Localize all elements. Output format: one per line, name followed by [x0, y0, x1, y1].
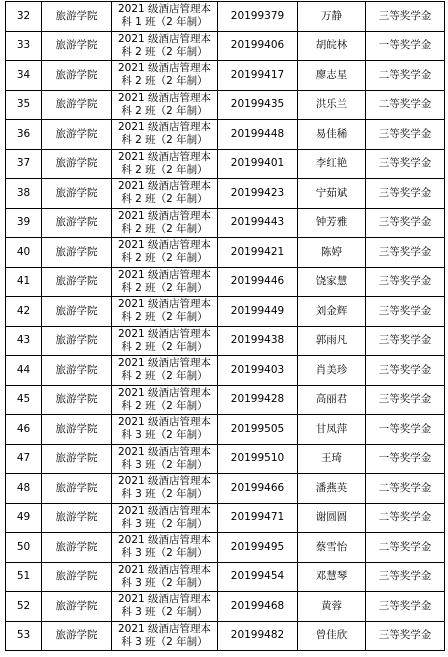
- row-number-cell: 38: [6, 179, 42, 209]
- table-row: [6, 61, 445, 91]
- student-id-cell: 20199466: [218, 474, 298, 504]
- class-cell: 2021 级酒店管理本科 2 班（2 年制）: [112, 31, 218, 61]
- row-number-cell: 49: [6, 503, 42, 533]
- table-row: [6, 179, 445, 209]
- college-cell: 旅游学院: [42, 61, 112, 91]
- award-cell: 三等奖学金: [366, 621, 445, 651]
- row-number-cell: 34: [6, 61, 42, 91]
- student-name-cell: 易佳稀: [298, 120, 366, 150]
- scholarship-table: [5, 1, 445, 651]
- class-cell: 2021 级酒店管理本科 3 班（2 年制）: [112, 444, 218, 474]
- award-cell: 一等奖学金: [366, 444, 445, 474]
- award-cell: 三等奖学金: [366, 149, 445, 179]
- class-cell: 2021 级酒店管理本科 2 班（2 年制）: [112, 90, 218, 120]
- student-name-cell: 曾佳欣: [298, 621, 366, 651]
- student-name-cell: 肖美珍: [298, 356, 366, 386]
- table-row: [6, 503, 445, 533]
- award-cell: 三等奖学金: [366, 297, 445, 327]
- row-number-cell: 46: [6, 415, 42, 445]
- award-cell: 三等奖学金: [366, 562, 445, 592]
- student-name-cell: 饶家慧: [298, 267, 366, 297]
- student-id-cell: 20199482: [218, 621, 298, 651]
- college-cell: 旅游学院: [42, 562, 112, 592]
- college-cell: 旅游学院: [42, 621, 112, 651]
- student-name-cell: 钟芳雅: [298, 208, 366, 238]
- class-cell: 2021 级酒店管理本科 1 班（2 年制）: [112, 2, 218, 32]
- row-number-cell: 35: [6, 90, 42, 120]
- student-id-cell: 20199401: [218, 149, 298, 179]
- class-cell: 2021 级酒店管理本科 2 班（2 年制）: [112, 149, 218, 179]
- class-cell: 2021 级酒店管理本科 2 班（2 年制）: [112, 356, 218, 386]
- class-cell: 2021 级酒店管理本科 2 班（2 年制）: [112, 238, 218, 268]
- row-number-cell: 41: [6, 267, 42, 297]
- table-row: [6, 90, 445, 120]
- student-name-cell: 洪乐兰: [298, 90, 366, 120]
- student-name-cell: 甘凤萍: [298, 415, 366, 445]
- row-number-cell: 33: [6, 31, 42, 61]
- student-name-cell: 廖志星: [298, 61, 366, 91]
- class-cell: 2021 级酒店管理本科 2 班（2 年制）: [112, 385, 218, 415]
- table-row: [6, 267, 445, 297]
- class-cell: 2021 级酒店管理本科 2 班（2 年制）: [112, 61, 218, 91]
- student-id-cell: 20199421: [218, 238, 298, 268]
- award-cell: 三等奖学金: [366, 326, 445, 356]
- table-row: [6, 238, 445, 268]
- row-number-cell: 32: [6, 2, 42, 32]
- award-cell: 三等奖学金: [366, 592, 445, 622]
- class-cell: 2021 级酒店管理本科 3 班（2 年制）: [112, 415, 218, 445]
- table-row: [6, 356, 445, 386]
- student-id-cell: 20199423: [218, 179, 298, 209]
- row-number-cell: 44: [6, 356, 42, 386]
- award-cell: 三等奖学金: [366, 385, 445, 415]
- award-cell: 三等奖学金: [366, 267, 445, 297]
- college-cell: 旅游学院: [42, 238, 112, 268]
- table-body: [6, 2, 445, 651]
- student-name-cell: 郭雨凡: [298, 326, 366, 356]
- college-cell: 旅游学院: [42, 385, 112, 415]
- class-cell: 2021 级酒店管理本科 2 班（2 年制）: [112, 326, 218, 356]
- college-cell: 旅游学院: [42, 208, 112, 238]
- student-name-cell: 黄蓉: [298, 592, 366, 622]
- row-number-cell: 48: [6, 474, 42, 504]
- row-number-cell: 52: [6, 592, 42, 622]
- award-cell: 三等奖学金: [366, 356, 445, 386]
- table-row: [6, 562, 445, 592]
- student-id-cell: 20199505: [218, 415, 298, 445]
- student-id-cell: 20199435: [218, 90, 298, 120]
- class-cell: 2021 级酒店管理本科 3 班（2 年制）: [112, 474, 218, 504]
- table-row: [6, 621, 445, 651]
- student-id-cell: 20199449: [218, 297, 298, 327]
- row-number-cell: 40: [6, 238, 42, 268]
- student-name-cell: 胡皖林: [298, 31, 366, 61]
- college-cell: 旅游学院: [42, 2, 112, 32]
- student-name-cell: 宁茹斌: [298, 179, 366, 209]
- award-cell: 三等奖学金: [366, 238, 445, 268]
- class-cell: 2021 级酒店管理本科 3 班（2 年制）: [112, 533, 218, 563]
- student-id-cell: 20199446: [218, 267, 298, 297]
- student-id-cell: 20199406: [218, 31, 298, 61]
- row-number-cell: 39: [6, 208, 42, 238]
- award-cell: 二等奖学金: [366, 61, 445, 91]
- row-number-cell: 47: [6, 444, 42, 474]
- college-cell: 旅游学院: [42, 120, 112, 150]
- student-name-cell: 李红艳: [298, 149, 366, 179]
- college-cell: 旅游学院: [42, 326, 112, 356]
- class-cell: 2021 级酒店管理本科 3 班（2 年制）: [112, 503, 218, 533]
- award-cell: 三等奖学金: [366, 120, 445, 150]
- student-id-cell: 20199379: [218, 2, 298, 32]
- class-cell: 2021 级酒店管理本科 2 班（2 年制）: [112, 297, 218, 327]
- student-name-cell: 谢圆圆: [298, 503, 366, 533]
- student-name-cell: 万静: [298, 2, 366, 32]
- class-cell: 2021 级酒店管理本科 3 班（2 年制）: [112, 562, 218, 592]
- table-row: [6, 326, 445, 356]
- row-number-cell: 51: [6, 562, 42, 592]
- class-cell: 2021 级酒店管理本科 3 班（2 年制）: [112, 621, 218, 651]
- table-row: [6, 31, 445, 61]
- table-row: [6, 149, 445, 179]
- college-cell: 旅游学院: [42, 267, 112, 297]
- table-row: [6, 120, 445, 150]
- student-id-cell: 20199438: [218, 326, 298, 356]
- award-cell: 二等奖学金: [366, 90, 445, 120]
- table-row: [6, 2, 445, 32]
- college-cell: 旅游学院: [42, 179, 112, 209]
- student-id-cell: 20199443: [218, 208, 298, 238]
- college-cell: 旅游学院: [42, 149, 112, 179]
- student-name-cell: 邓慧琴: [298, 562, 366, 592]
- student-id-cell: 20199428: [218, 385, 298, 415]
- award-cell: 三等奖学金: [366, 208, 445, 238]
- row-number-cell: 42: [6, 297, 42, 327]
- student-name-cell: 刘金辉: [298, 297, 366, 327]
- college-cell: 旅游学院: [42, 297, 112, 327]
- table-row: [6, 444, 445, 474]
- class-cell: 2021 级酒店管理本科 2 班（2 年制）: [112, 179, 218, 209]
- table-row: [6, 208, 445, 238]
- student-id-cell: 20199417: [218, 61, 298, 91]
- class-cell: 2021 级酒店管理本科 3 班（2 年制）: [112, 592, 218, 622]
- class-cell: 2021 级酒店管理本科 2 班（2 年制）: [112, 267, 218, 297]
- table-row: [6, 385, 445, 415]
- college-cell: 旅游学院: [42, 356, 112, 386]
- table-row: [6, 297, 445, 327]
- table-row: [6, 474, 445, 504]
- student-id-cell: 20199510: [218, 444, 298, 474]
- class-cell: 2021 级酒店管理本科 2 班（2 年制）: [112, 208, 218, 238]
- college-cell: 旅游学院: [42, 474, 112, 504]
- student-name-cell: 潘燕英: [298, 474, 366, 504]
- college-cell: 旅游学院: [42, 503, 112, 533]
- row-number-cell: 50: [6, 533, 42, 563]
- award-cell: 三等奖学金: [366, 2, 445, 32]
- student-id-cell: 20199454: [218, 562, 298, 592]
- table-row: [6, 533, 445, 563]
- award-cell: 二等奖学金: [366, 474, 445, 504]
- college-cell: 旅游学院: [42, 592, 112, 622]
- student-name-cell: 蔡雪怡: [298, 533, 366, 563]
- student-id-cell: 20199448: [218, 120, 298, 150]
- award-cell: 二等奖学金: [366, 533, 445, 563]
- row-number-cell: 53: [6, 621, 42, 651]
- table-row: [6, 592, 445, 622]
- college-cell: 旅游学院: [42, 444, 112, 474]
- award-cell: 一等奖学金: [366, 415, 445, 445]
- student-id-cell: 20199403: [218, 356, 298, 386]
- college-cell: 旅游学院: [42, 90, 112, 120]
- student-name-cell: 高丽君: [298, 385, 366, 415]
- table-row: [6, 415, 445, 445]
- student-name-cell: 陈婷: [298, 238, 366, 268]
- student-id-cell: 20199468: [218, 592, 298, 622]
- student-id-cell: 20199495: [218, 533, 298, 563]
- award-cell: 二等奖学金: [366, 503, 445, 533]
- row-number-cell: 36: [6, 120, 42, 150]
- row-number-cell: 45: [6, 385, 42, 415]
- row-number-cell: 43: [6, 326, 42, 356]
- row-number-cell: 37: [6, 149, 42, 179]
- college-cell: 旅游学院: [42, 31, 112, 61]
- college-cell: 旅游学院: [42, 533, 112, 563]
- award-cell: 一等奖学金: [366, 31, 445, 61]
- award-cell: 三等奖学金: [366, 179, 445, 209]
- class-cell: 2021 级酒店管理本科 2 班（2 年制）: [112, 120, 218, 150]
- student-id-cell: 20199471: [218, 503, 298, 533]
- college-cell: 旅游学院: [42, 415, 112, 445]
- student-name-cell: 王琦: [298, 444, 366, 474]
